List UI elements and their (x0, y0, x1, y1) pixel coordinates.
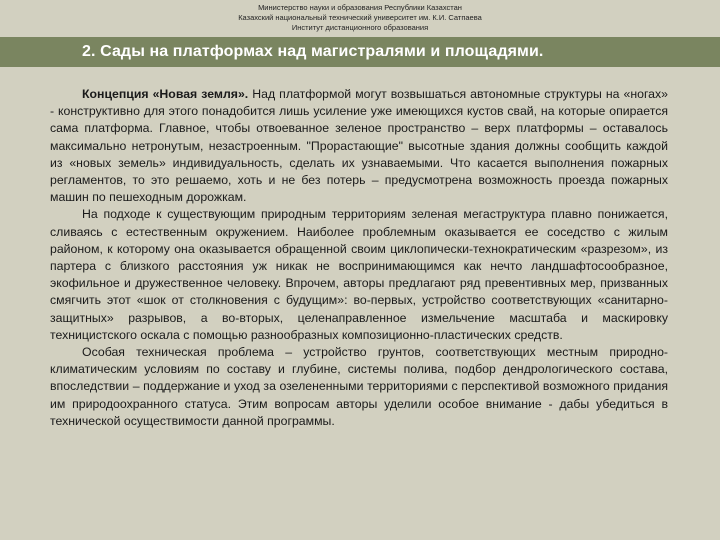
header-institute: Институт дистанционного образования (291, 23, 429, 32)
paragraph-1 (50, 86, 668, 206)
paragraph-2: На подходе к существующим природным территориям зеленая мегаструктура плавно понижается, сливаясь с естественным окружением. Наиболее проблемным оказывается ее соседство с жилым районом, к которому она оказывается обращенной своим циклопически-технократическим «разрезом», из партера с близкого расстояния уж никак не воспринимающимся как нечто ландшафтосообразное, экофильное и дружественное человеку. Впрочем, авторы предлагают ряд превентивных мер, призванных смягчить этот «шок от столкновения с будущим»: во-первых, устройство соответствующих «санитарно-защитных» разрывов, а во-вторых, целенаправленное измельчение масштаба и маскировку техницистского оскала с помощью разнообразных композиционно-пластических средств. (50, 207, 668, 342)
paragraph-1-text: Над платформой могут возвышаться автономные структуры на «ногах» - конструктивно для этого понадобится лишь усиление уже имеющихся кустов свай, на которые опирается сама платформа. Главное, чтобы отвоеванное зеленое пространство – верх платформы – оставалось максимально нетронутым, незастроенным. "Прорастающие" высотные здания должны сообщить каждой из «новых земель» индивидуальность, сделать их узнаваемыми. Что касается выполнения пожарных регламентов, то это решаемо, хоть и не без потерь – предусмотрена возможность проезда пожарных машин по пешеходным дорожкам. (50, 87, 668, 205)
paragraph-3: Особая техническая проблема – устройство грунтов, соответствующих местным природно-климатическим условиям по составу и глубине, системы полива, подбор дендрологического состава, впоследствии – поддержание и уход за озелененными территориями с перспективой возможного придания им природоохранного статуса. Этим вопросам авторы уделили особое внимание - дабы убедиться в технической осуществимости данной программы. (50, 345, 668, 428)
slide-body (50, 86, 668, 430)
slide-title: 2. Сады на платформах над магистралями и площадями. (82, 43, 544, 60)
concept-lead: Концепция «Новая земля». (82, 87, 249, 101)
header-university: Казахский национальный технический университет им. К.И. Сатпаева (238, 13, 482, 22)
slide-title-bar (0, 37, 720, 67)
header-ministry: Министерство науки и образования Республики Казахстан (258, 3, 462, 12)
institution-header (0, 3, 720, 33)
